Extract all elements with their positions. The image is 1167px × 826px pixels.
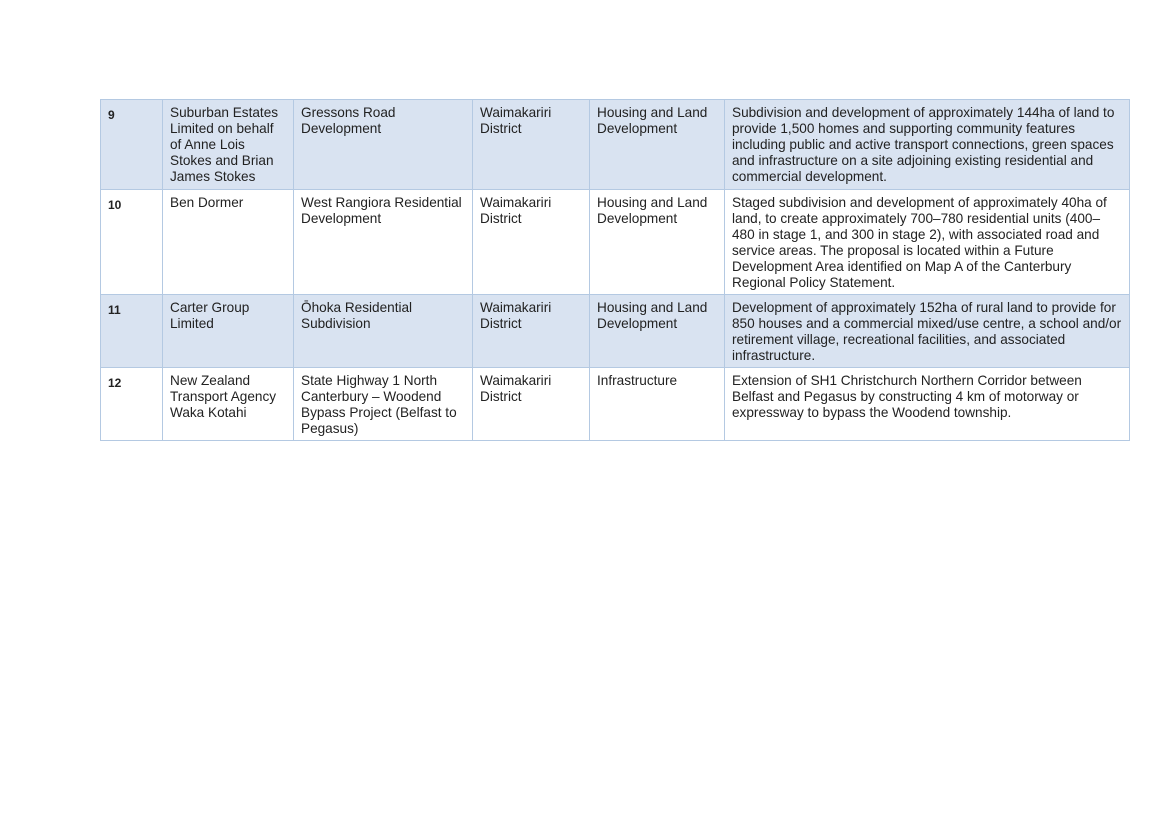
row-number: 11 xyxy=(101,295,163,368)
table-row xyxy=(101,295,1130,368)
projects-table xyxy=(100,99,1130,441)
applicant-cell: Carter Group Limited xyxy=(163,295,294,368)
type-cell: Housing and Land Development xyxy=(590,190,725,295)
project-cell: Ōhoka Residential Subdivision xyxy=(294,295,473,368)
description-cell: Subdivision and development of approximately 144ha of land to provide 1,500 homes and supporting community features including public and active transport connections, green spaces and infrastructure on a site adjoining existing residential and commercial development. xyxy=(725,100,1130,190)
table-row xyxy=(101,368,1130,441)
type-cell: Housing and Land Development xyxy=(590,100,725,190)
row-number: 9 xyxy=(101,100,163,190)
row-number: 10 xyxy=(101,190,163,295)
location-cell: Waimakariri District xyxy=(473,368,590,441)
description-cell: Development of approximately 152ha of rural land to provide for 850 houses and a commercial mixed/use centre, a school and/or retirement village, recreational facilities, and associated infrastructure. xyxy=(725,295,1130,368)
project-cell: West Rangiora Residential Development xyxy=(294,190,473,295)
project-cell: State Highway 1 North Canterbury – Woodend Bypass Project (Belfast to Pegasus) xyxy=(294,368,473,441)
row-number: 12 xyxy=(101,368,163,441)
table-row xyxy=(101,100,1130,190)
type-cell: Housing and Land Development xyxy=(590,295,725,368)
location-cell: Waimakariri District xyxy=(473,295,590,368)
description-cell: Extension of SH1 Christchurch Northern Corridor between Belfast and Pegasus by constructing 4 km of motorway or expressway to bypass the Woodend township. xyxy=(725,368,1130,441)
project-cell: Gressons Road Development xyxy=(294,100,473,190)
applicant-cell: Ben Dormer xyxy=(163,190,294,295)
applicant-cell: Suburban Estates Limited on behalf of Anne Lois Stokes and Brian James Stokes xyxy=(163,100,294,190)
location-cell: Waimakariri District xyxy=(473,100,590,190)
table-row xyxy=(101,190,1130,295)
applicant-cell: New Zealand Transport Agency Waka Kotahi xyxy=(163,368,294,441)
description-cell: Staged subdivision and development of approximately 40ha of land, to create approximately 700–780 residential units (400–480 in stage 1, and 300 in stage 2), with associated road and service areas. The proposal is located within a Future Development Area identified on Map A of the Canterbury Regional Policy Statement. xyxy=(725,190,1130,295)
type-cell: Infrastructure xyxy=(590,368,725,441)
location-cell: Waimakariri District xyxy=(473,190,590,295)
